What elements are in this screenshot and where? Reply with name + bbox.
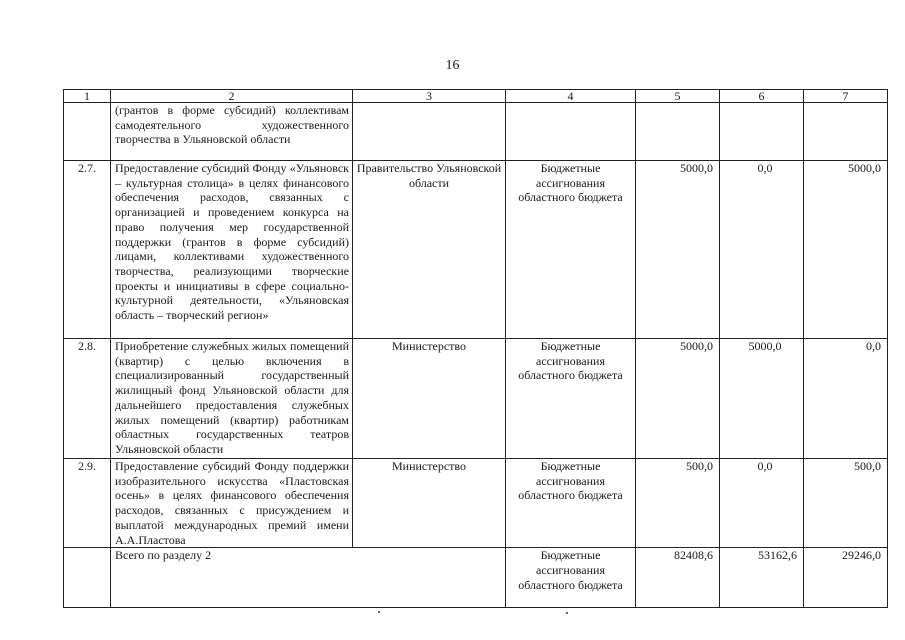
column-header: 4 [506, 90, 636, 103]
total-value-col7: 29246,0 [804, 548, 888, 608]
row-value-col6: 5000,0 [720, 339, 804, 459]
table-row [64, 103, 888, 161]
row-description: Предоставление субсидий Фонду поддержки изобразительного искусства «Пластовская осень» в целях финансового обеспечения расходов, связанных с присуждением и выплатой международных премий имени А.А.Пластова [111, 459, 353, 548]
row-funding-source: Бюджетные ассигнования областного бюджета [506, 161, 636, 339]
row-number [64, 103, 111, 161]
total-label: Всего по разделу 2 [111, 548, 506, 608]
row-number: 2.9. [64, 459, 111, 548]
column-header: 7 [804, 90, 888, 103]
column-header: 2 [111, 90, 353, 103]
row-description: Предоставление субсидий Фонду «Ульяновск – культурная столица» в целях финансового обеспечения расходов, связанных с организацией и проведением конкурса на право получения мер государственной поддержки (грантов в форме субсидий) лицами, коллективами художественного творчества, реализующими творческие проекты и инициативы в сфере социально-культурной деятельности, «Ульяновская область – творческий регион» [111, 161, 353, 339]
row-value-col5: 500,0 [636, 459, 720, 548]
row-value-col6 [720, 103, 804, 161]
row-executor: Министерство [353, 459, 506, 548]
column-header: 5 [636, 90, 720, 103]
row-value-col5 [636, 103, 720, 161]
row-executor [353, 103, 506, 161]
table-row [64, 161, 888, 339]
table-header-row [64, 90, 888, 103]
total-funding-source: Бюджетные ассигнования областного бюджета [506, 548, 636, 608]
row-funding-source: Бюджетные ассигнования областного бюджета [506, 339, 636, 459]
budget-table [63, 89, 888, 608]
row-funding-source [506, 103, 636, 161]
table-total-row [64, 548, 888, 608]
row-funding-source: Бюджетные ассигнования областного бюджета [506, 459, 636, 548]
row-description: (грантов в форме субсидий) коллективам самодеятельного художественного творчества в Ульяновской области [111, 103, 353, 161]
row-value-col7: 0,0 [804, 339, 888, 459]
column-header: 1 [64, 90, 111, 103]
scan-speck [378, 611, 380, 613]
column-header: 6 [720, 90, 804, 103]
total-value-col5: 82408,6 [636, 548, 720, 608]
row-executor: Правительство Ульяновской области [353, 161, 506, 339]
row-value-col7: 500,0 [804, 459, 888, 548]
table-row [64, 459, 888, 548]
row-value-col5: 5000,0 [636, 339, 720, 459]
row-value-col5: 5000,0 [636, 161, 720, 339]
page-number: 16 [445, 58, 460, 73]
row-value-col6: 0,0 [720, 161, 804, 339]
row-value-col7 [804, 103, 888, 161]
total-value-col6: 53162,6 [720, 548, 804, 608]
row-description: Приобретение служебных жилых помещений (квартир) с целью включения в специализированный государственный жилищный фонд Ульяновской области для дальнейшего предоставления служебных жилых помещений (квартир) работникам областных государственных театров Ульяновской области [111, 339, 353, 459]
row-executor: Министерство [353, 339, 506, 459]
row-value-col7: 5000,0 [804, 161, 888, 339]
column-header: 3 [353, 90, 506, 103]
table-row [64, 339, 888, 459]
scan-speck [566, 612, 568, 614]
row-number: 2.8. [64, 339, 111, 459]
total-number-cell [64, 548, 111, 608]
row-number: 2.7. [64, 161, 111, 339]
row-value-col6: 0,0 [720, 459, 804, 548]
